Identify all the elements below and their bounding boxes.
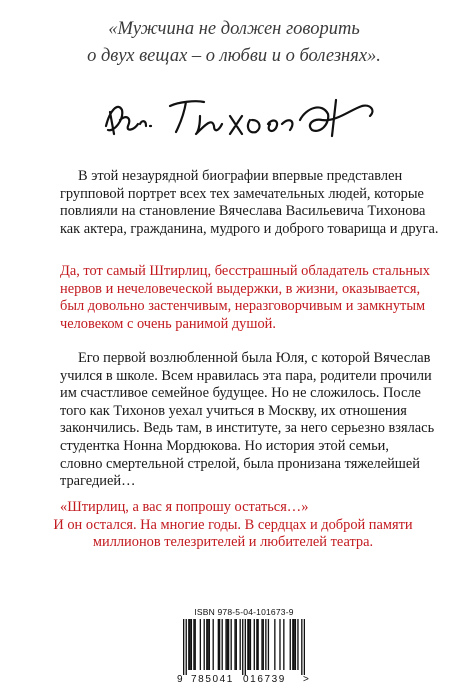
barcode-bar: [204, 619, 205, 670]
barcode-bar: [207, 619, 208, 670]
text-line: был довольно застенчивым, неразговорчивым и замкнутым: [60, 298, 426, 315]
barcode-bar: [236, 619, 237, 670]
text-line: Да, тот самый Штирлиц, бесстрашный обладатель стальных: [60, 263, 430, 279]
barcode-bar: [193, 619, 194, 670]
barcode-end-mark: >: [303, 674, 309, 685]
barcode-bar: [283, 619, 284, 670]
text-line: им счастливое семейное будущее. Но не сложилось. После: [60, 385, 421, 402]
barcode-bar: [206, 619, 207, 670]
barcode-bar: [195, 619, 196, 670]
epigraph-line: о двух вещах – о любви и о болезнях».: [87, 46, 381, 66]
barcode-bar: [248, 619, 249, 670]
isbn-label: ISBN 978-5-04-101673-9: [194, 607, 294, 617]
barcode-bar: [297, 619, 298, 670]
text-line: учился в школе. Всем нравилась эта пара, родители прочили: [60, 367, 432, 384]
barcode-bar: [256, 619, 257, 670]
barcode-bar: [219, 619, 220, 670]
barcode-bar: [189, 619, 190, 670]
barcode-bar: [240, 619, 241, 670]
stirlitz-paragraph: [60, 263, 430, 333]
barcode-bar: [228, 619, 229, 670]
barcode-bar: [274, 619, 275, 670]
barcode-bar: [191, 619, 192, 670]
epigraph-line: «Мужчина не должен говорить: [108, 19, 360, 39]
barcode-bar: [295, 619, 296, 670]
barcode-bar: [209, 619, 210, 670]
text-line: закончились. Ведь там, в институте, за него серьезно взялась: [60, 420, 435, 437]
biography-paragraph: [60, 350, 435, 491]
handwritten-signature: [100, 80, 400, 150]
barcode-bar: [293, 619, 294, 670]
barcode-bar: [234, 619, 235, 670]
text-line: студентка Нонна Мордюкова. Но история этой семьи,: [60, 437, 389, 454]
barcode-bar: [250, 619, 251, 670]
barcode-bar: [292, 619, 293, 670]
text-line: «Штирлиц, а вас я попрошу остаться…»: [60, 499, 309, 515]
barcode-bar: [247, 619, 248, 670]
barcode-bar: [200, 619, 201, 670]
barcode-bar: [242, 619, 243, 675]
barcode-digits-left: 785041: [191, 674, 234, 685]
barcode-bar: [183, 619, 184, 675]
barcode-bar: [265, 619, 266, 670]
text-line: как актера, гражданина, мудрого и доброго товарища и друга.: [60, 220, 439, 237]
text-line: словно смертельной стрелой, была пронизана тяжелейшей: [60, 455, 420, 472]
barcode-bar: [213, 619, 214, 670]
closing-quote-paragraph: [48, 499, 418, 552]
intro-paragraph: [60, 168, 439, 238]
barcode-bar: [304, 619, 305, 675]
text-line: миллионов телезрителей и любителей театра.: [92, 534, 374, 551]
text-line: В этой незаурядной биографии впервые представлен: [78, 168, 403, 184]
text-line: нервов и нечеловеческой выдержки, в жизни, оказывается,: [60, 280, 421, 297]
barcode-bar: [227, 619, 228, 670]
barcode-bar: [279, 619, 280, 670]
barcode-bar: [222, 619, 223, 670]
isbn-barcode: [177, 607, 311, 687]
barcode-bar: [263, 619, 264, 670]
barcode-bar: [268, 619, 269, 670]
text-line: человеком с очень ранимой душой.: [60, 315, 276, 332]
text-line: того как Тихонов уехал учиться в Москву, их отношения: [60, 402, 407, 419]
barcode-bar: [188, 619, 189, 670]
barcode-bar: [231, 619, 232, 670]
barcode-bar: [245, 619, 246, 675]
text-line: повлияли на становление Вячеслава Васильевича Тихонова: [60, 203, 426, 220]
text-line: групповой портрет всех тех замечательных людей, которые: [60, 185, 424, 202]
barcode-digit-first: 9: [177, 674, 183, 685]
barcode-digits-right: 016739: [243, 674, 286, 685]
barcode-bar: [186, 619, 187, 675]
barcode-bar: [301, 619, 302, 675]
barcode-bar: [290, 619, 291, 670]
barcode-bar: [225, 619, 226, 670]
barcode-bars: [183, 619, 305, 675]
text-line: трагедией…: [60, 473, 136, 490]
text-line: И он остался. На многие годы. В сердцах и доброй памяти: [53, 516, 413, 533]
barcode-bar: [257, 619, 258, 670]
barcode-bar: [218, 619, 219, 670]
barcode-bar: [254, 619, 255, 670]
epigraph-quote: [44, 16, 424, 70]
barcode-bar: [261, 619, 262, 670]
text-line: Его первой возлюбленной была Юля, с которой Вячеслав: [78, 350, 431, 366]
